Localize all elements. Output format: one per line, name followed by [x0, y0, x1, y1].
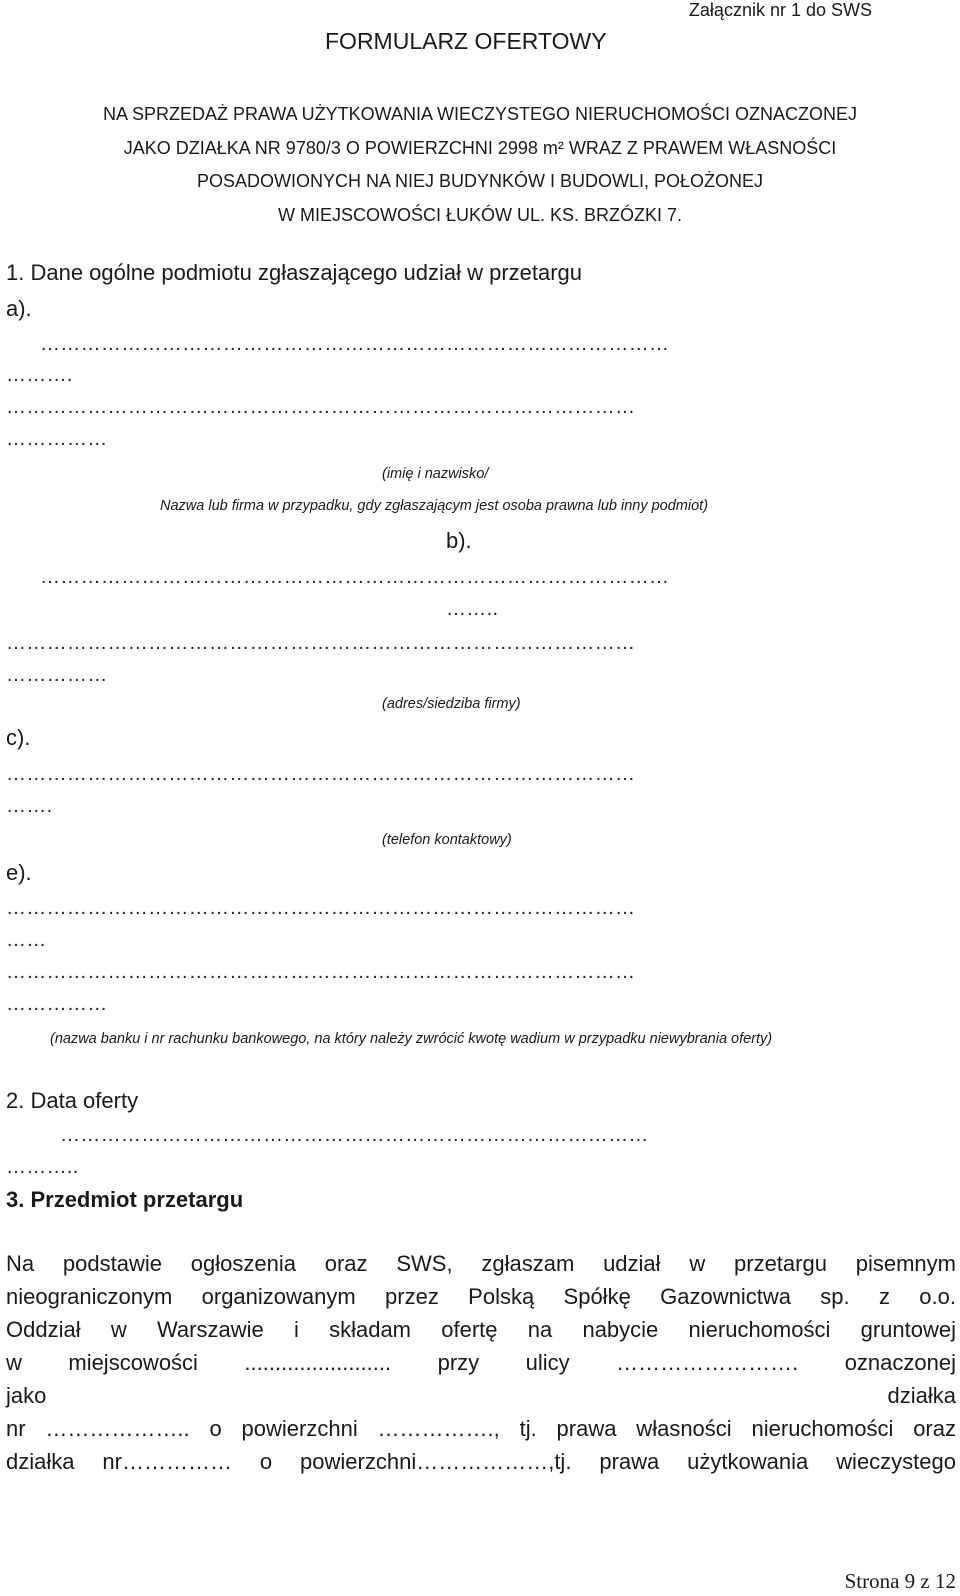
form-title: FORMULARZ OFERTOWY [325, 28, 607, 54]
section3-heading: 3. Przedmiot przetargu [6, 1187, 244, 1212]
field-b-dotline: …………… [6, 664, 108, 686]
field-a-dotline: ………. [6, 364, 73, 386]
date-dotline: ……….. [6, 1156, 79, 1178]
paragraph-line: Na podstawie ogłoszenia oraz SWS, zgłaszam udział w przetargu pisemnym [6, 1251, 956, 1276]
field-a-dotline: …………… [6, 428, 108, 450]
paragraph-line: jako działka [6, 1383, 956, 1408]
paragraph-line: nieograniczonym organizowanym przez Polską Spółkę Gazownictwa sp. z o.o. [6, 1284, 956, 1309]
field-e-dotline: ………………………………………………………………………………… [6, 961, 636, 983]
field-e-dotline: …… [6, 929, 47, 951]
subtitle-line: JAKO DZIAŁKA NR 9780/3 O POWIERZCHNI 2998 m² WRAZ Z PRAWEM WŁASNOŚCI [123, 137, 837, 158]
paragraph-line: nr ……………….. o powierzchni ……………., tj. prawa własności nieruchomości oraz [6, 1416, 956, 1441]
field-b-dotline: ………………………………………………………………………………… [40, 566, 670, 588]
field-e-dotline: ………………………………………………………………………………… [6, 897, 636, 919]
field-b-label: b). [446, 528, 472, 553]
field-e-label: e). [6, 860, 32, 885]
field-a-caption: (imię i nazwisko/ [382, 466, 489, 482]
field-a-dotline: ………………………………………………………………………………… [40, 333, 670, 355]
paragraph-line: w miejscowości ........................ przy ulicy ……………………. oznaczonej [6, 1350, 956, 1375]
field-c-dotline: ………………………………………………………………………………… [6, 763, 636, 785]
field-c-dotline: ……. [6, 795, 53, 817]
field-a-label: a). [6, 296, 32, 321]
field-b-dotline: …….. [446, 598, 499, 620]
field-c-label: c). [6, 725, 31, 750]
annex-label: Załącznik nr 1 do SWS [688, 0, 872, 20]
subtitle-line: NA SPRZEDAŻ PRAWA UŻYTKOWANIA WIECZYSTEGO NIERUCHOMOŚCI OZNACZONEJ [102, 104, 858, 124]
paragraph-line: działka nr…………… o powierzchni………………,tj. prawa użytkowania wieczystego [6, 1449, 956, 1474]
section3-paragraph [6, 1247, 956, 1478]
paragraph-line: Oddział w Warszawie i składam ofertę na nabycie nieruchomości gruntowej [6, 1317, 956, 1342]
form-subtitle [0, 98, 960, 232]
field-a-caption: Nazwa lub firma w przypadku, gdy zgłaszającym jest osoba prawna lub inny podmiot) [160, 498, 709, 514]
field-e-caption: (nazwa banku i nr rachunku bankowego, na który należy zwrócić kwotę wadium w przypadku niewybrania oferty) [50, 1031, 773, 1047]
subtitle-line: W MIEJSCOWOŚCI ŁUKÓW UL. KS. BRZÓZKI 7. [277, 204, 683, 225]
subtitle-line: POSADOWIONYCH NA NIEJ BUDYNKÓW I BUDOWLI, POŁOŻONEJ [196, 171, 764, 191]
field-b-caption: (adres/siedziba firmy) [382, 696, 521, 712]
field-e-dotline: …………… [6, 993, 108, 1015]
field-b-dotline: ………………………………………………………………………………… [6, 632, 636, 654]
field-a-dotline: ………………………………………………………………………………… [6, 396, 636, 418]
section1-heading: 1. Dane ogólne podmiotu zgłaszającego udział w przetargu [6, 260, 583, 285]
field-c-caption: (telefon kontaktowy) [382, 832, 512, 848]
section2-heading: 2. Data oferty [6, 1088, 139, 1113]
page-number: Strona 9 z 12 [844, 1569, 956, 1593]
date-dotline: …………………………………………………………………………… [60, 1124, 649, 1146]
